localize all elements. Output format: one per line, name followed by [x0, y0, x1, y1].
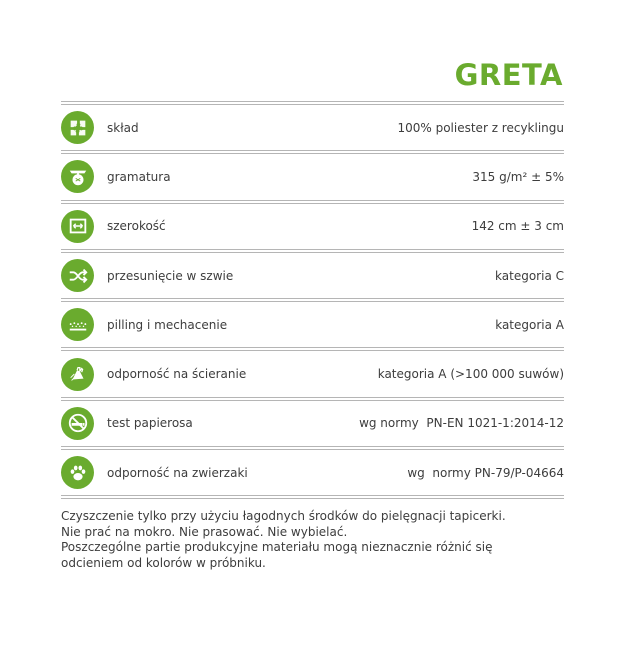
- spec-value: kategoria A: [495, 317, 564, 332]
- spec-row-cigarette-test: [61, 401, 564, 446]
- spec-label: pilling i mechacenie: [107, 317, 228, 332]
- no-smoking-icon: [61, 407, 94, 440]
- spec-label: gramatura: [107, 169, 171, 184]
- care-instructions: [61, 509, 561, 571]
- care-note-line: odcieniem od kolorów w próbniku.: [61, 555, 266, 570]
- care-note-line: Nie prać na mokro. Nie prasować. Nie wybielać.: [61, 524, 348, 539]
- shuffle-arrows-icon: [61, 259, 94, 292]
- spec-row-pet-resistance: [61, 450, 564, 495]
- table-divider: [61, 495, 564, 499]
- spec-label: odporność na zwierzaki: [107, 465, 248, 480]
- recycle-puzzle-icon: [61, 111, 94, 144]
- spec-label: przesunięcie w szwie: [107, 268, 234, 283]
- spec-value: kategoria A (>100 000 suwów): [377, 367, 564, 382]
- spec-row-weight: [61, 154, 564, 199]
- spec-table: [61, 101, 564, 499]
- spec-value: wg normy PN-79/P-04664: [407, 465, 564, 480]
- spec-label: odporność na ścieranie: [107, 367, 247, 382]
- spec-value: 315 g/m² ± 5%: [472, 169, 564, 184]
- spec-row-composition: [61, 105, 564, 150]
- spec-label: skład: [107, 120, 139, 135]
- spec-label: szerokość: [107, 219, 166, 234]
- spec-value: 142 cm ± 3 cm: [471, 219, 564, 234]
- paw-icon: [61, 456, 94, 489]
- care-note-line: Poszczególne partie produkcyjne materiału mogą nieznacznie różnić się: [61, 540, 493, 554]
- pilling-dots-icon: [61, 308, 94, 341]
- spec-row-pilling: [61, 302, 564, 347]
- width-arrows-icon: [61, 210, 94, 243]
- product-title: GRETA: [454, 58, 563, 92]
- spec-value: 100% poliester z recyklingu: [397, 120, 564, 135]
- abrasion-hand-icon: [61, 358, 94, 391]
- care-note-line: Czyszczenie tylko przy użyciu łagodnych środków do pielęgnacji tapicerki.: [61, 509, 506, 523]
- weight-scale-icon: [61, 160, 94, 193]
- spec-row-abrasion: [61, 351, 564, 396]
- spec-label: test papierosa: [107, 416, 193, 431]
- spec-value: wg normy PN-EN 1021-1:2014-12: [359, 416, 564, 431]
- spec-row-width: [61, 204, 564, 249]
- spec-value: kategoria C: [495, 268, 564, 283]
- spec-row-seam-slippage: [61, 253, 564, 298]
